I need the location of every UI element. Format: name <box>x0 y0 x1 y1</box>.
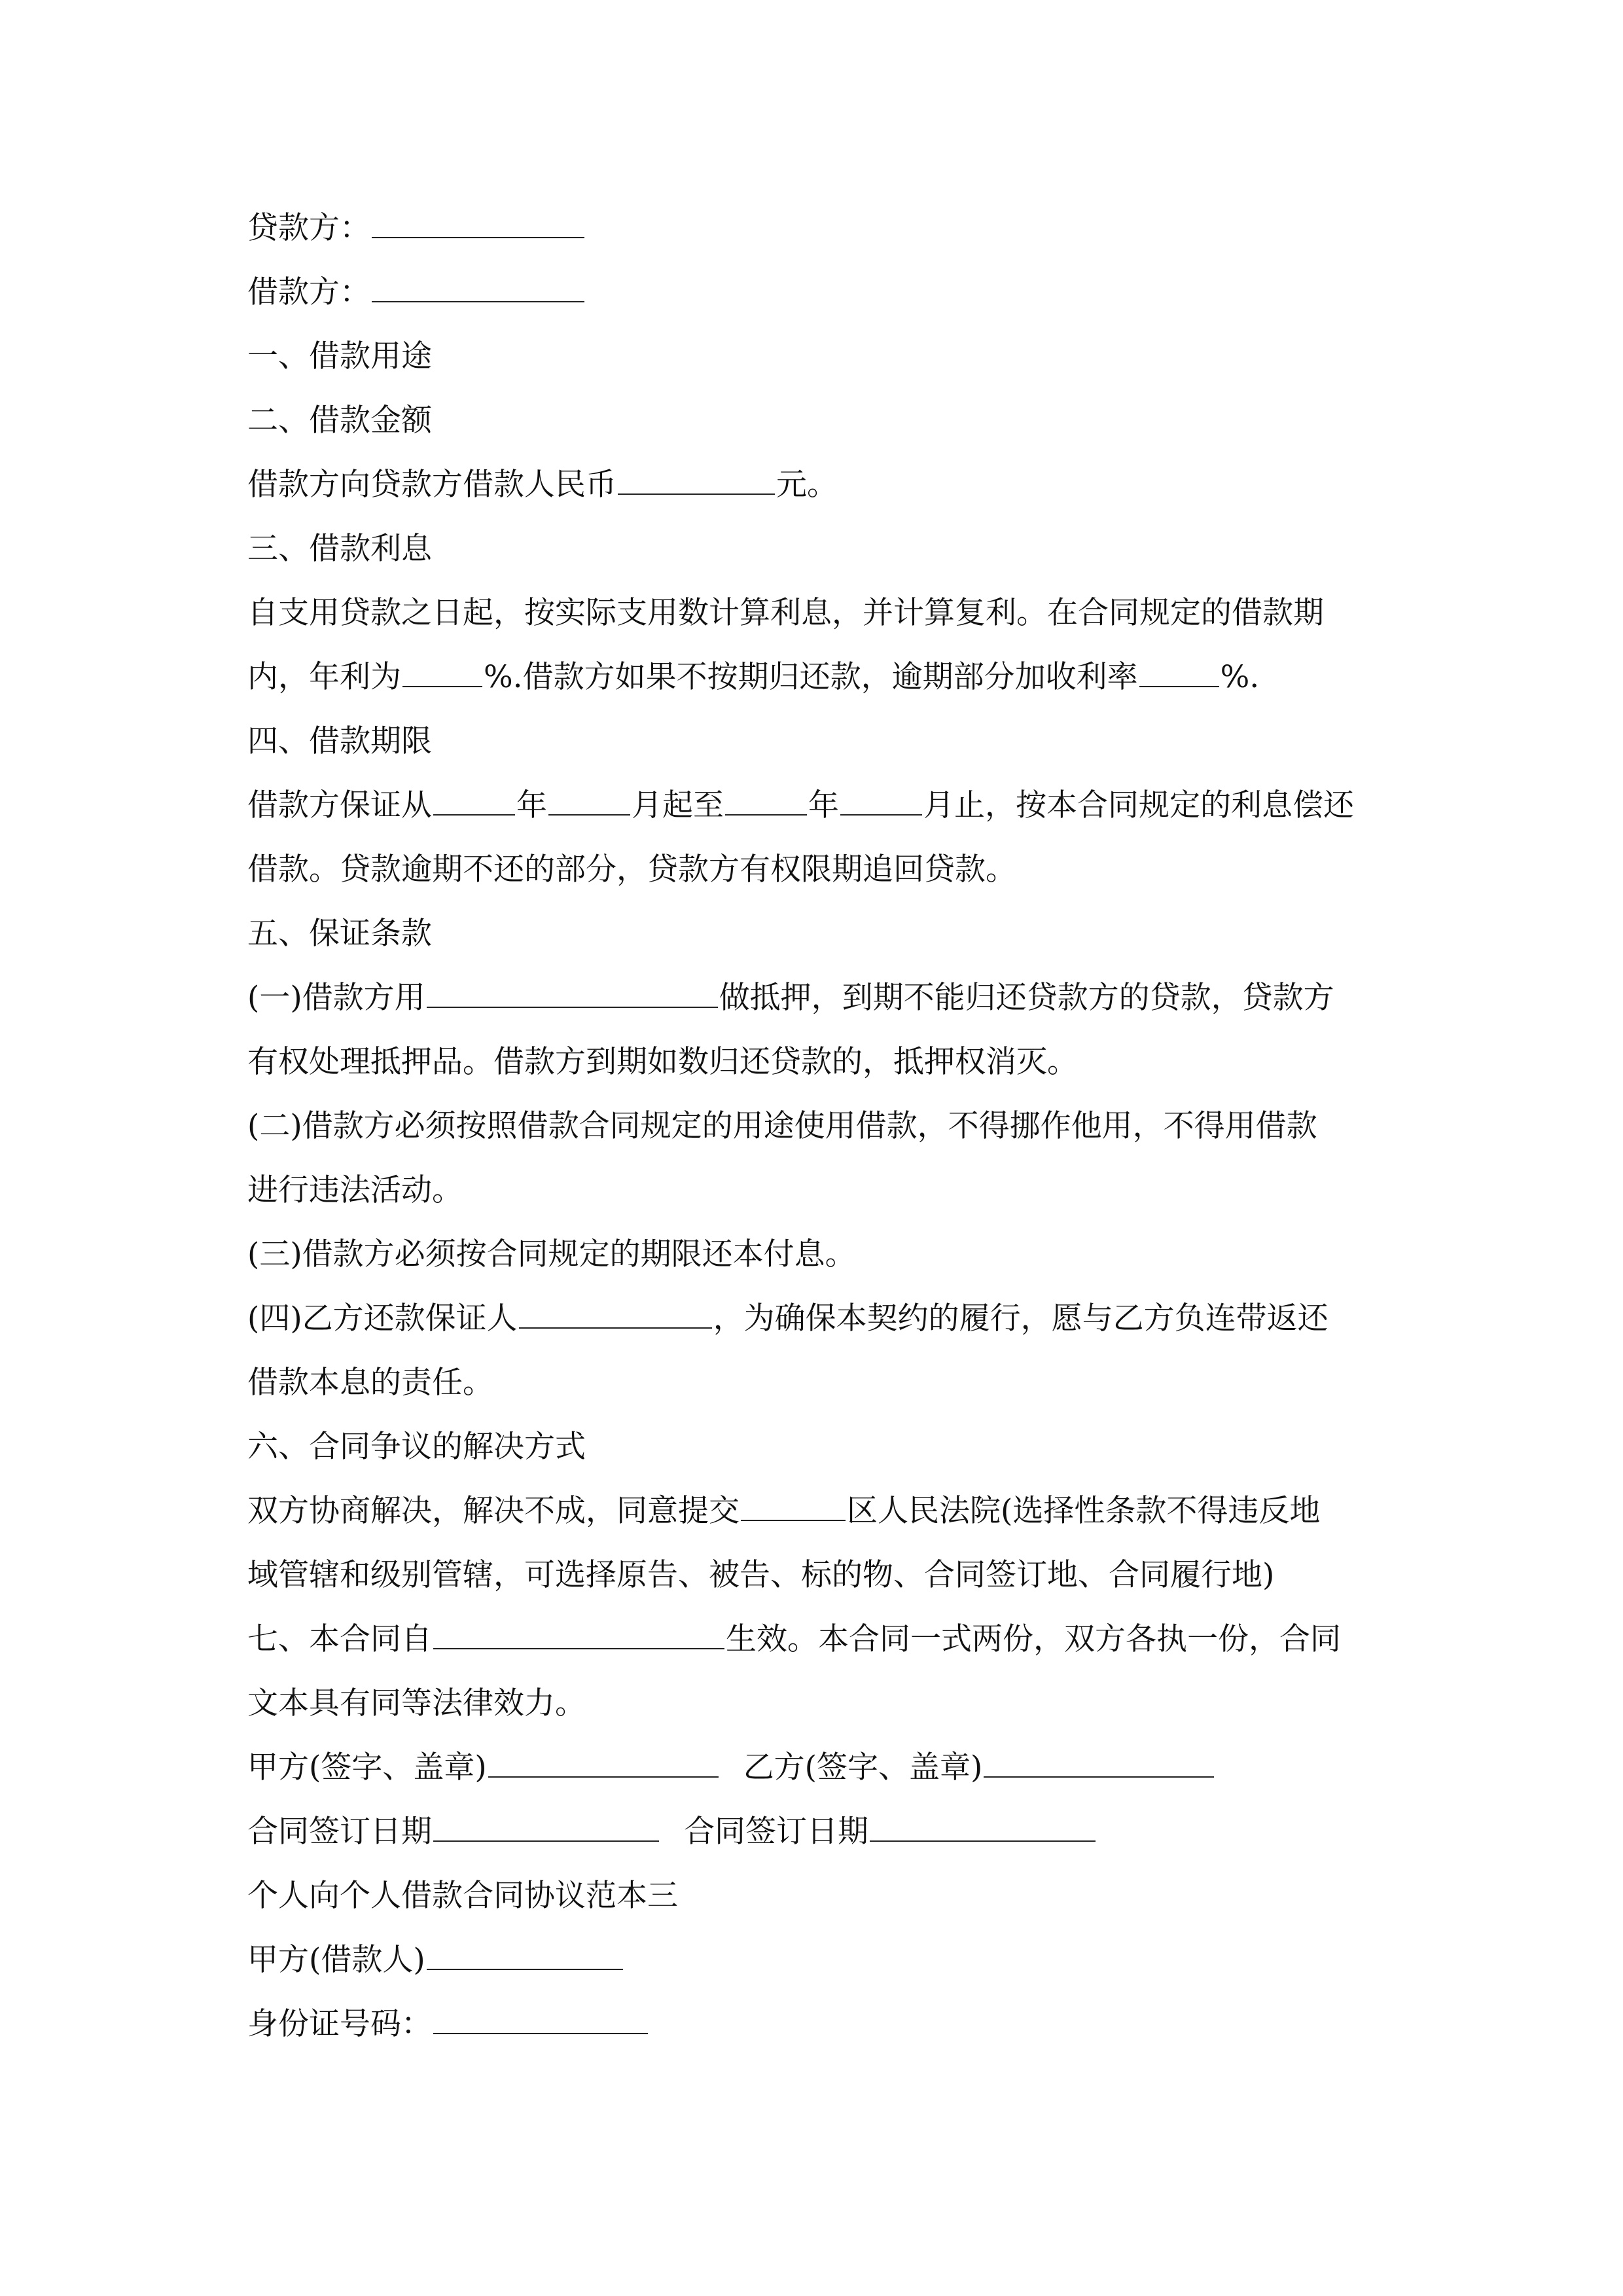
start-month-label: 月起至 <box>632 787 724 823</box>
section-5-heading: 五、保证条款 <box>247 916 432 952</box>
sign-date-b-blank[interactable] <box>870 1811 1096 1842</box>
term-text-start: 借款方保证从 <box>247 787 432 823</box>
clause-4-line-2: 借款本息的责任。 <box>247 1365 493 1401</box>
section-1-heading: 一、借款用途 <box>247 338 432 374</box>
start-year-label: 年 <box>516 787 547 823</box>
clause-1-line-2: 有权处理抵押品。借款方到期如数归还贷款的，抵押权消灭。 <box>247 1044 1078 1080</box>
lender-line <box>247 196 1386 260</box>
party-a-borrower-blank[interactable] <box>427 1939 623 1970</box>
court-blank[interactable] <box>741 1490 846 1521</box>
interest-rate-text: 内，年利为 <box>247 659 401 695</box>
start-month-blank[interactable] <box>548 785 630 816</box>
dispute-text-a: 双方协商解决，解决不成，同意提交 <box>247 1493 740 1529</box>
loan-amount-unit: 元。 <box>776 467 838 503</box>
effective-line-1 <box>247 1607 1386 1672</box>
end-year-blank[interactable] <box>725 785 807 816</box>
dispute-line-2: 域管辖和级别管辖，可选择原告、被告、标的物、合同签订地、合同履行地) <box>247 1557 1275 1593</box>
party-a-borrower-label: 甲方(借款人) <box>247 1942 425 1978</box>
clause-2-line-2: 进行违法活动。 <box>247 1172 463 1208</box>
annual-rate-blank[interactable] <box>402 656 482 687</box>
clause-1-text-b: 做抵押，到期不能归还贷款方的贷款，贷款方 <box>719 980 1334 1016</box>
borrower-line <box>247 260 1386 325</box>
overdue-rate-blank[interactable] <box>1139 656 1219 687</box>
sign-date-a-label: 合同签订日期 <box>247 1814 432 1850</box>
loan-amount-text: 借款方向贷款方借款人民币 <box>247 467 616 503</box>
dispute-text-b: 区人民法院(选择性条款不得违反地 <box>847 1493 1321 1529</box>
party-a-borrower-line <box>247 1928 1386 1992</box>
lender-label: 贷款方： <box>247 210 370 246</box>
term-text-end: 月止，按本合同规定的利息偿还 <box>923 787 1354 823</box>
term-line-2: 借款。贷款逾期不还的部分，贷款方有权限期追回贷款。 <box>247 852 1016 888</box>
section-4-heading: 四、借款期限 <box>247 723 432 759</box>
sign-date-b-label: 合同签订日期 <box>684 1814 868 1850</box>
interest-line-2 <box>247 645 1386 709</box>
sign-date-a-blank[interactable] <box>433 1811 659 1842</box>
term-line-1 <box>247 774 1386 838</box>
borrower-label: 借款方： <box>247 274 370 310</box>
effective-line-2: 文本具有同等法律效力。 <box>247 1685 586 1721</box>
clause-4-line-1 <box>247 1287 1386 1351</box>
interest-line-1: 自支用贷款之日起，按实际支用数计算利息，并计算复利。在合同规定的借款期 <box>247 595 1324 631</box>
id-number-blank[interactable] <box>433 2003 648 2034</box>
effective-text-b: 生效。本合同一式两份，双方各执一份，合同 <box>726 1621 1341 1657</box>
start-year-blank[interactable] <box>433 785 515 816</box>
id-number-line <box>247 1992 1386 2056</box>
clause-1-text-a: (一)借款方用 <box>247 980 425 1016</box>
clause-4-text-b: ，为确保本契约的履行，愿与乙方负连带返还 <box>713 1300 1329 1336</box>
signature-line <box>247 1736 1386 1800</box>
lender-blank[interactable] <box>372 207 584 238</box>
clause-3: (三)借款方必须按合同规定的期限还本付息。 <box>247 1236 856 1272</box>
party-a-sign-blank[interactable] <box>488 1747 719 1778</box>
effective-text-a: 七、本合同自 <box>247 1621 432 1657</box>
clause-1-line-1 <box>247 966 1386 1030</box>
overdue-rate-suffix: %. <box>1220 659 1260 695</box>
party-b-sign-label: 乙方(签字、盖章) <box>743 1749 983 1785</box>
loan-amount-line <box>247 453 1386 517</box>
overdue-rate-text: %.借款方如果不按期归还款，逾期部分加收利率 <box>484 659 1138 695</box>
end-year-label: 年 <box>808 787 839 823</box>
clause-2-line-1: (二)借款方必须按照借款合同规定的用途使用借款，不得挪作他用，不得用借款 <box>247 1108 1317 1144</box>
collateral-blank[interactable] <box>427 977 718 1008</box>
dispute-line-1 <box>247 1479 1386 1543</box>
template-3-title: 个人向个人借款合同协议范本三 <box>247 1878 678 1914</box>
borrower-blank[interactable] <box>372 272 584 302</box>
id-number-label: 身份证号码： <box>247 2006 432 2042</box>
contract-body <box>247 196 1386 2056</box>
clause-4-text-a: (四)乙方还款保证人 <box>247 1300 518 1336</box>
section-3-heading: 三、借款利息 <box>247 531 432 567</box>
sign-date-line <box>247 1800 1386 1864</box>
party-b-sign-blank[interactable] <box>984 1747 1214 1778</box>
guarantor-blank[interactable] <box>519 1298 712 1329</box>
section-2-heading: 二、借款金额 <box>247 403 432 439</box>
end-month-blank[interactable] <box>840 785 922 816</box>
party-a-sign-label: 甲方(签字、盖章) <box>247 1749 487 1785</box>
section-6-heading: 六、合同争议的解决方式 <box>247 1429 586 1465</box>
loan-amount-blank[interactable] <box>618 464 775 495</box>
effective-date-blank[interactable] <box>433 1619 724 1649</box>
